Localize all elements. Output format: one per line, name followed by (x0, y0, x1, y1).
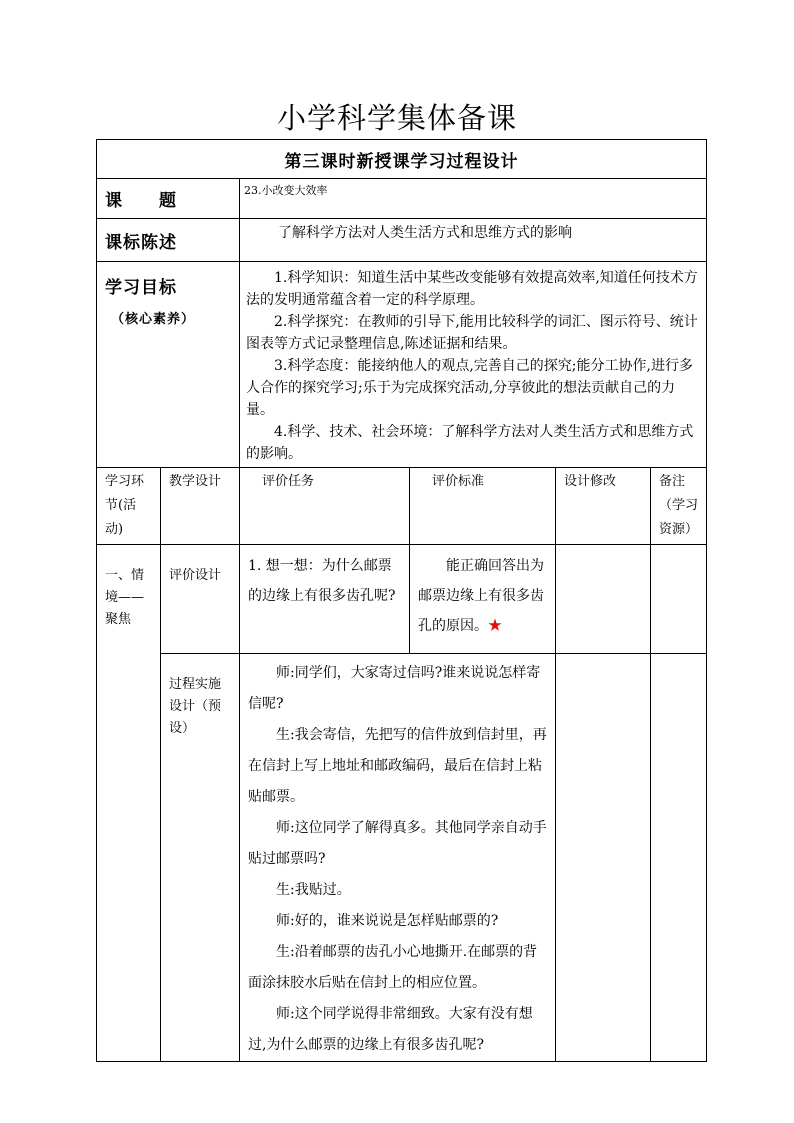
star-icon: ★ (488, 618, 502, 634)
dialogue-line: 生:我会寄信，先把写的信件放到信封里，再在信封上写上地址和邮政编码，最后在信封上粘贴邮票。 (248, 727, 547, 805)
objective-item: 2.科学探究：在教师的引导下,能用比较科学的词汇、图示符号、统计图表等方式记录整理信息,陈述证据和结果。 (246, 314, 698, 352)
eval-task: 1. 想一想：为什么邮票的边缘上有很多齿孔呢? (240, 545, 410, 654)
header-stage: 学习环节(活动) (97, 468, 161, 545)
header-criteria: 评价标准 (410, 468, 556, 545)
dialogue-line: 师:同学们，大家寄过信吗?谁来说说怎样寄信呢? (248, 665, 541, 712)
dialogue-line: 生:我贴过。 (276, 882, 351, 898)
dialogue-line: 生:沿着邮票的齿孔小心地撕开.在邮票的背面涂抹胶水后贴在信封上的相应位置。 (248, 944, 538, 991)
objective-item: 1.科学知识：知道生活中某些改变能够有效提高效率,知道任何技术方法的发明通常蕴含着一定的科学原理。 (246, 270, 698, 308)
objectives-label-cell (97, 262, 240, 468)
section-title: 第三课时新授课学习过程设计 (97, 140, 707, 179)
stage-name: 一、情境——聚焦 (97, 545, 161, 1062)
objective-item: 4.科学、技术、社会环境：了解科学方法对人类生活方式和思维方式的影响。 (246, 424, 694, 462)
dialogue-line: 师:这个同学说得非常细致。大家有没有想过,为什么邮票的边缘上有很多齿孔呢? (248, 1006, 533, 1053)
eval-design-label: 评价设计 (161, 545, 240, 654)
objectives-sublabel: （核心素养） (111, 312, 196, 327)
process-content (240, 654, 556, 1062)
page-title: 小学科学集体备课 (276, 101, 517, 135)
objectives-list (240, 262, 707, 468)
header-note: 备注（学习资源） (651, 468, 707, 545)
standard-label: 课标陈述 (97, 219, 240, 262)
header-revision: 设计修改 (556, 468, 651, 545)
revision-cell (556, 654, 651, 1062)
header-design: 教学设计 (161, 468, 240, 545)
dialogue-line: 师:这位同学了解得真多。其他同学亲自动手贴过邮票吗? (248, 820, 547, 867)
topic-label: 课 题 (97, 179, 240, 219)
eval-criteria: 能正确回答出为邮票边缘上有很多齿孔的原因。 (418, 558, 544, 634)
topic-value: 23.小改变大效率 (240, 179, 707, 219)
note-cell (651, 654, 707, 1062)
process-design-label: 过程实施设计（预设） (161, 654, 240, 1062)
standard-value: 了解科学方法对人类生活方式和思维方式的影响 (240, 219, 707, 262)
header-task: 评价任务 (240, 468, 410, 545)
lesson-plan-table (96, 139, 707, 1062)
objective-item: 3.科学态度：能接纳他人的观点,完善自己的探究;能分工协作,进行多人合作的探究学习;乐于为完成探究活动,分享彼此的想法贡献自己的力量。 (246, 358, 693, 418)
objectives-label: 学习目标 (105, 278, 177, 298)
dialogue-line: 师:好的，谁来说说是怎样贴邮票的? (276, 913, 499, 929)
revision-cell (556, 545, 651, 654)
note-cell (651, 545, 707, 654)
eval-criteria-cell (410, 545, 556, 654)
